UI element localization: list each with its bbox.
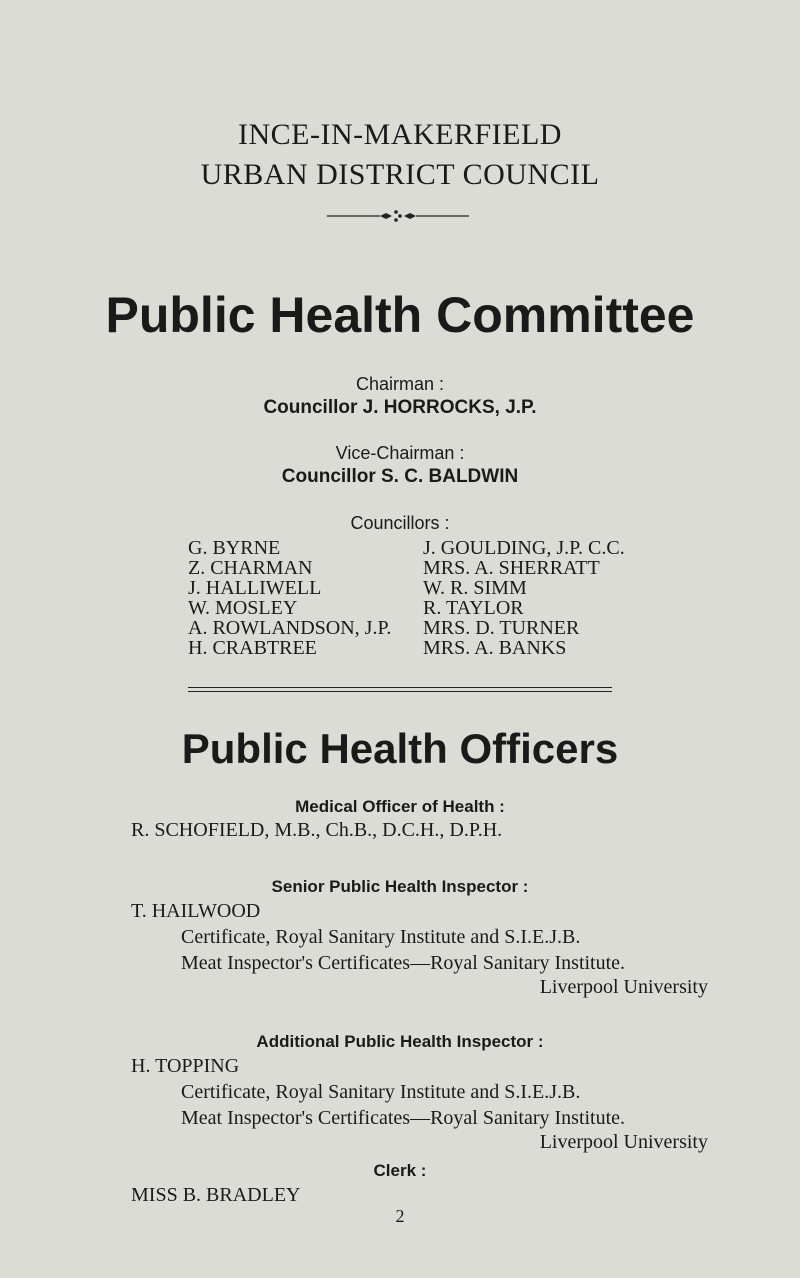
councillor-name: A. ROWLANDSON, J.P.: [188, 617, 392, 639]
officers-title: Public Health Officers: [181, 725, 619, 772]
page-number: 2: [395, 1206, 405, 1226]
chairman-name: Councillor J. HORROCKS, J.P.: [263, 397, 537, 418]
councillor-name: MRS. D. TURNER: [423, 617, 580, 639]
clerk-label: Clerk :: [373, 1161, 427, 1180]
senior-cert-line3: Liverpool University: [539, 976, 708, 998]
section-rule-top: [188, 687, 612, 688]
vice-chairman-name: Councillor S. C. BALDWIN: [281, 466, 519, 487]
clerk-name: MISS B. BRADLEY: [131, 1184, 301, 1206]
additional-cert-line1: Certificate, Royal Sanitary Institute and S.I.E.J.B.: [181, 1081, 581, 1103]
additional-cert-line3: Liverpool University: [539, 1131, 708, 1153]
committee-title: Public Health Committee: [105, 287, 695, 343]
senior-cert-line2: Meat Inspector's Certificates—Royal Sanitary Institute.: [181, 952, 626, 974]
senior-inspector-name: T. HAILWOOD: [131, 900, 261, 922]
additional-inspector-name: H. TOPPING: [131, 1055, 240, 1077]
councillors-left-column: [188, 538, 391, 658]
section-rule-bottom: [188, 691, 612, 692]
councillor-name: H. CRABTREE: [188, 637, 317, 659]
councillor-name: R. TAYLOR: [423, 597, 524, 619]
moh-name: R. SCHOFIELD, M.B., Ch.B., D.C.H., D.P.H.: [131, 819, 503, 841]
ornament-divider-icon: [322, 206, 472, 226]
senior-inspector-label: Senior Public Health Inspector :: [271, 877, 529, 896]
councillor-name: MRS. A. BANKS: [423, 637, 567, 659]
additional-inspector-label: Additional Public Health Inspector :: [256, 1032, 544, 1051]
council-name-line1: INCE-IN-MAKERFIELD: [238, 118, 562, 151]
councillors-right-column: [423, 538, 625, 658]
councillor-name: MRS. A. SHERRATT: [423, 557, 600, 579]
councillor-name: G. BYRNE: [188, 537, 281, 559]
senior-cert-line1: Certificate, Royal Sanitary Institute and S.I.E.J.B.: [181, 926, 581, 948]
council-name-line2: URBAN DISTRICT COUNCIL: [200, 158, 600, 191]
vice-chairman-label: Vice-Chairman :: [335, 443, 465, 463]
councillor-name: Z. CHARMAN: [188, 557, 313, 579]
councillors-label: Councillors :: [350, 513, 450, 533]
chairman-label: Chairman :: [355, 374, 445, 394]
councillor-name: W. R. SIMM: [423, 577, 527, 599]
councillor-name: W. MOSLEY: [188, 597, 298, 619]
moh-label: Medical Officer of Health :: [295, 797, 505, 816]
additional-cert-line2: Meat Inspector's Certificates—Royal Sanitary Institute.: [181, 1107, 626, 1129]
councillor-name: J. GOULDING, J.P. C.C.: [423, 537, 625, 559]
councillor-name: J. HALLIWELL: [188, 577, 322, 599]
